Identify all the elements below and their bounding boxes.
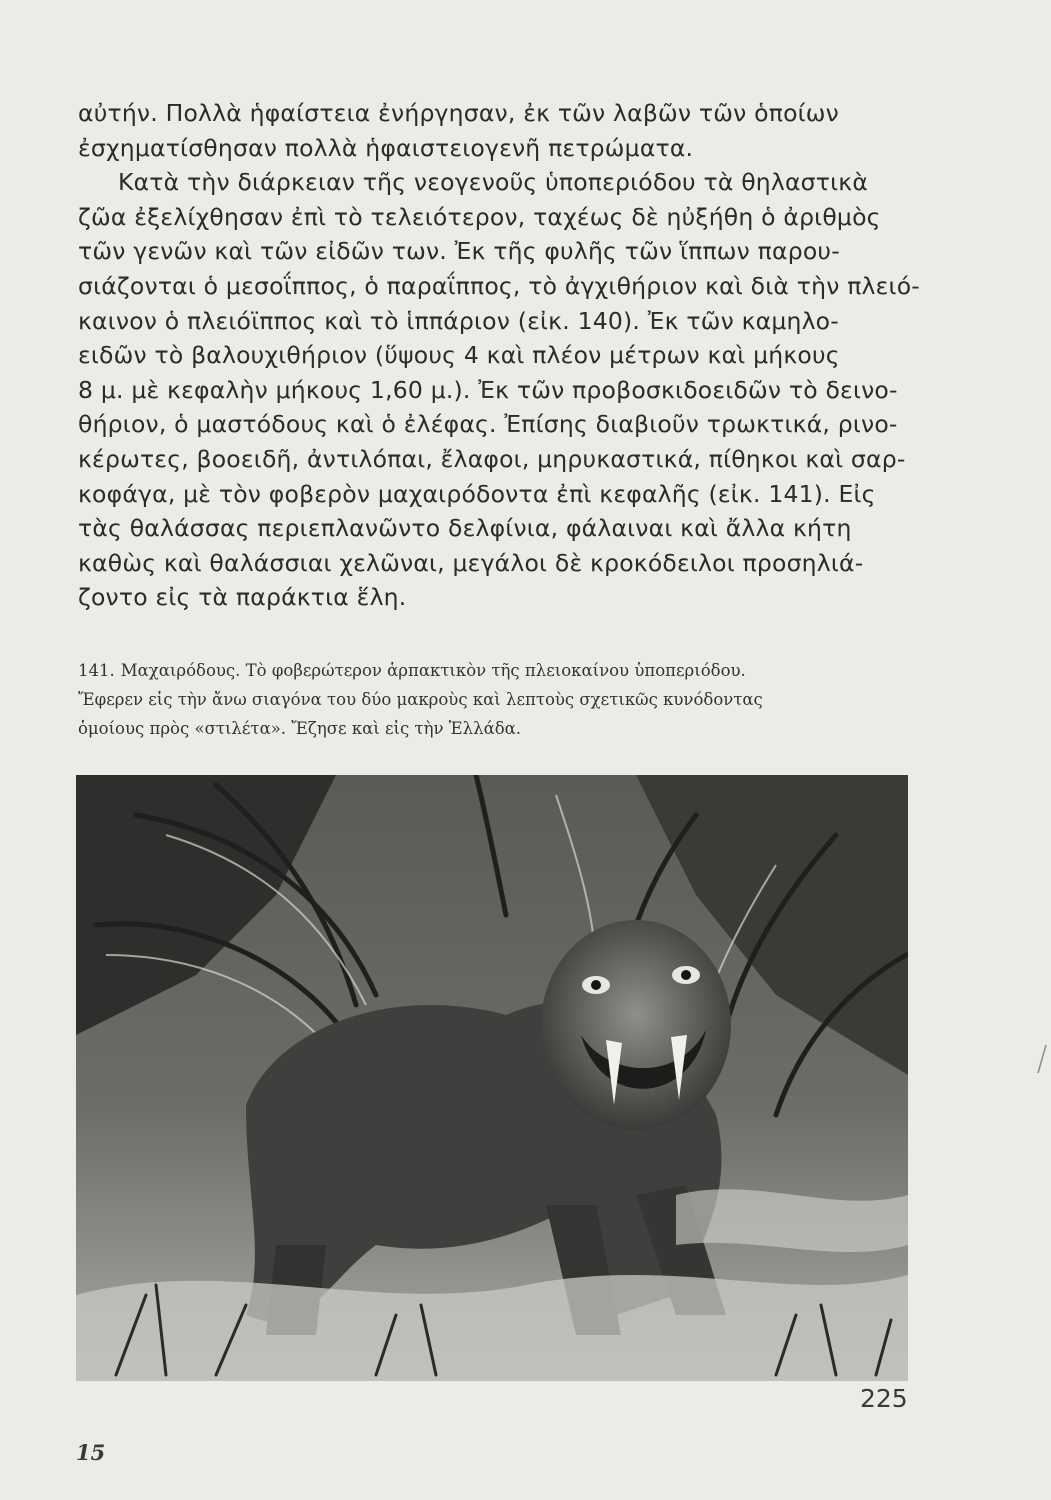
body-paragraphs <box>78 96 920 615</box>
figure-caption <box>78 656 910 743</box>
text-line: αὐτήν. Πολλὰ ἡφαίστεια ἐνήργησαν, ἐκ τῶν λαβῶν τῶν ὁποίων <box>78 99 840 127</box>
text-line: ειδῶν τὸ βαλουχιθήριον (ὕψους 4 καὶ πλέον μέτρων καὶ μήκους <box>78 341 840 370</box>
text-line: σιάζονται ὁ μεσοΐππος, ὁ παραΐππος, τὸ ἀγχιθήριον καὶ διὰ τὴν πλειό- <box>78 271 920 300</box>
text-line: Κατὰ τὴν διάρκειαν τῆς νεογενοῦς ὑποπεριόδου τὰ θηλαστικὰ <box>118 168 869 197</box>
caption-line: ὁμοίους πρὸς «στιλέτα». Ἔζησε καὶ εἰς τὴν Ἑλλάδα. <box>78 719 522 738</box>
page-number: 225 <box>860 1384 908 1413</box>
caption-line <box>78 656 910 685</box>
text-line: ζοντο εἰς τὰ παράκτια ἕλη. <box>78 583 407 612</box>
margin-mark <box>1036 1045 1048 1075</box>
text-line: κέρωτες, βοοειδῆ, ἀντιλόπαι, ἔλαφοι, μηρυκαστικά, πίθηκοι καὶ σαρ- <box>78 444 906 473</box>
text-line: θήριον, ὁ μαστόδους καὶ ὁ ἐλέφας. Ἐπίσης διαβιοῦν τρωκτικά, ρινο- <box>78 410 898 439</box>
text-line: τῶν γενῶν καὶ τῶν εἰδῶν των. Ἐκ τῆς φυλῆς τῶν ἵππων παρου- <box>78 237 840 266</box>
caption-text: Μαχαιρόδους. Τὸ φοβερώτερον ἁρπακτικὸν τῆς πλειοκαίνου ὑποπεριόδου. <box>120 661 746 680</box>
signature-mark: 15 <box>76 1440 106 1465</box>
sabertooth-photo <box>76 775 908 1381</box>
figure-number: 141. <box>78 661 115 680</box>
text-line: καθὼς καὶ θαλάσσιαι χελῶναι, μεγάλοι δὲ κροκόδειλοι προσηλιά- <box>78 548 864 577</box>
text-line: τὰς θαλάσσας περιεπλανῶντο δελφίνια, φάλαιναι καὶ ἄλλα κήτη <box>78 514 852 543</box>
text-line: ζῶα ἐξελίχθησαν ἐπὶ τὸ τελειότερον, ταχέως δὲ ηὐξήθη ὁ ἀριθμὸς <box>78 202 881 231</box>
text-line: κοφάγα, μὲ τὸν φοβερὸν μαχαιρόδοντα ἐπὶ κεφαλῆς (εἰκ. 141). Εἰς <box>78 479 876 508</box>
text-line: 8 μ. μὲ κεφαλὴν μήκους 1,60 μ.). Ἐκ τῶν προβοσκιδοειδῶν τὸ δεινο- <box>78 375 898 404</box>
caption-line: Ἔφερεν εἰς τὴν ἄνω σιαγόνα του δύο μακροὺς καὶ λεπτοὺς σχετικῶς κυνόδοντας <box>78 690 763 709</box>
text-line: ἐσχηματίσθησαν πολλὰ ἡφαιστειογενῆ πετρώματα. <box>78 133 694 162</box>
text-line: καινον ὁ πλειόϊππος καὶ τὸ ἱππάριον (εἰκ. 140). Ἐκ τῶν καμηλο- <box>78 306 839 335</box>
